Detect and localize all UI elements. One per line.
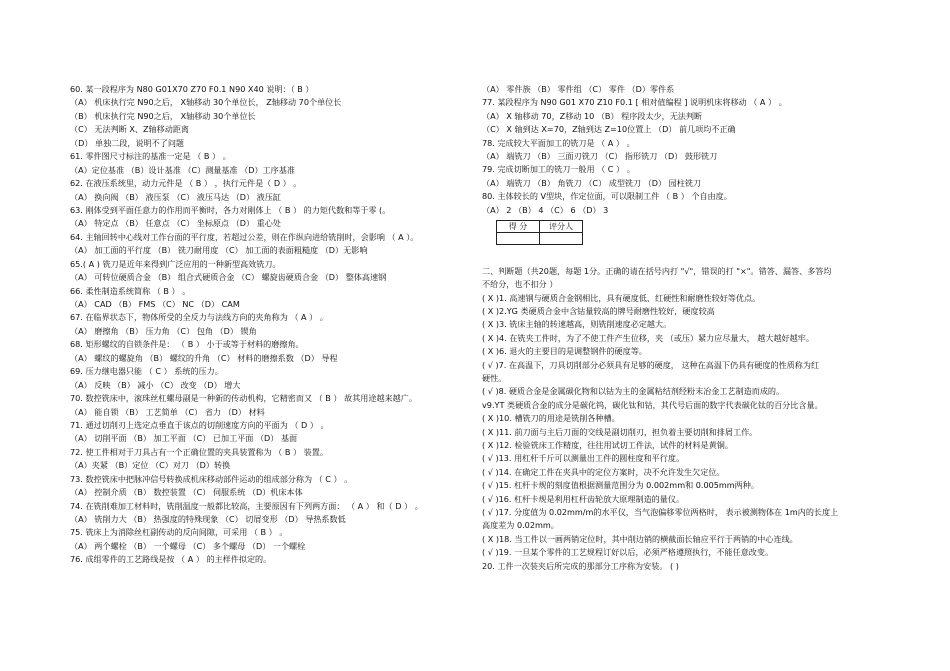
text-line: （A） 可转位硬质合金 （B） 组合式硬质合金 （C） 螺旋齿硬质合金 （D） 整体高速钢 [70, 272, 387, 283]
text-line: 75. 铣床上为消除丝杠副传动的反向间隙，可采用 （ B ） 。 [70, 527, 288, 538]
text-line: （C） X 轴到达 X=70，Z轴到达 Z=10位置上 （D） 前几项均不正确 [482, 124, 736, 135]
text-line: 73. 数控铣床中把脉冲信号转换成机床移动部件运动的组成部分称为 （ C ） 。 [70, 473, 353, 484]
text-line: 80. 主体较长的 V型块，作定位面，可以限制工件 （ B ） 个自由度。 [482, 191, 732, 202]
text-line: （B） 机床执行完 N90之后， X轴移动 30个单位长 [70, 110, 256, 121]
text-line: ( √ )7. 在高温下，刀具切削部分必须具有足够的硬度， 这种在高温下仍具有硬度的性质称为红 [482, 359, 820, 370]
text-line: 64. 主轴回转中心线对工作台面的平行度，若超过公差，则在作纵向进给铣削时，会影响 （ A ）。 [70, 231, 419, 242]
text-line: （A） 机床执行完 N90之后， X轴移动 30个单位长， Z轴移动 70个单位长 [70, 97, 342, 108]
multiple-choice-continued [482, 83, 902, 217]
text-line: （A） CAD （B） FMS （C） NC （D） CAM [70, 299, 240, 309]
text-line: 71. 通过切削刃上选定点垂直于该点的切削速度方向的平面为 （ D ） 。 [70, 419, 329, 430]
section-gap [482, 245, 902, 265]
text-line: （A） 零件族 （B） 零件组 （C） 零件 （D）零件系 [482, 84, 675, 94]
text-line: （C） 无法判断 X、Z轴移动距离 [70, 124, 190, 135]
text-line: ( √ )14. 在确定工件在夹具中的定位方案时，决不允许发生欠定位。 [482, 466, 725, 477]
text-line: 66. 柔性制造系统简称 （ B ） 。 [70, 285, 191, 296]
text-line: ( X )11. 前刀面与主后刀面的交线是副切削刃，担负着主要切削和排屑工作。 [482, 426, 758, 437]
text-line: （A） 控制介质 （B） 数控装置 （C） 伺服系统 （D）机床本体 [70, 487, 303, 498]
text-line: 79. 完成切断加工的铣刀一般用 （ C ） 。 [482, 164, 635, 175]
score-table [496, 220, 583, 245]
text-line: 76. 成组零件的工艺路线是按 （ A ） 的主样件拟定的。 [70, 554, 272, 565]
text-line: 61. 零件图尺寸标注的基准一定是 （ B ） 。 [70, 151, 231, 162]
text-line: ( X )12. 检验铣床工作精度，往往用试切工件法，试件的材料是黄铜。 [482, 439, 733, 450]
text-line: （A） 能自锁 （B） 工艺简单 （C） 省力 （D） 材料 [70, 406, 265, 417]
text-line: ( √ )15. 杠杆卡规的刻度值根据测量范围分为 0.002mm和 0.005mm两种。 [482, 480, 759, 491]
text-line: ( X )4. 在铣夹工件时，为了不使工件产生位移，夹 （或压）紧力应尽量大， 越大越好越牢。 [482, 332, 814, 343]
text-line: ( X )6. 退火的主要目的是调整钢件的硬度等。 [482, 346, 647, 357]
text-line: v9.YT 类硬质合金的成分是碳化钨，碳化钛和钴，其代号后面的数字代表碳化钛的百分比含量。 [482, 399, 823, 410]
text-line: （A） 反映 （B） 减小 （C） 改变 （D） 增大 [70, 379, 241, 390]
text-line: （A） 磨擦角 （B） 压力角 （C） 包角 （D） 锲角 [70, 325, 257, 336]
text-line: 72. 使工件相对于刀具占有一个正确位置的夹具装置称为 （ B ） 装置。 [70, 446, 328, 457]
text-line: 不给分，也不扣分 ） [482, 279, 558, 290]
text-line: （A） 特定点 （B） 任意点 （C） 坐标原点 （D） 重心处 [70, 218, 281, 229]
text-line: 70. 数控铣床中，滚珠丝杠螺母副是一种新的传动机构，它精密而又 （ B ） 故其用途越来越广。 [70, 393, 417, 404]
text-line: 63. 刚体受到平面任意力的作用而平衡时，各力对刚体上 （ B ） 的力矩代数和等于零 (。 [70, 204, 391, 215]
text-line: 62. 在液压系统里，动力元件是 （ B ） ，执行元件是（ D ） 。 [70, 178, 302, 189]
text-line: 77. 某段程序为 N90 G01 X70 Z10 F0.1 [ 相对值编程 ] 说明机床将移动 （ A ） 。 [482, 97, 787, 108]
text-line: ( √ )17. 分度值为 0.02mm/m的水平仪，当气泡偏移零位两格时， 表示被测物体在 1m内的长度上 [482, 506, 839, 517]
text-line: ( √ )8. 硬质合金是金属碳化物和以钴为主的金属粘结剂经粉末冶金工艺制造而成的。 [482, 386, 785, 397]
text-line: （A） 端铣刀 （B） 三面刃铣刀 （C） 指形铣刀 （D） 鼓形铣刀 [482, 150, 718, 161]
text-line: ( √ )13. 用杠杆千斤可以测量出工件的圆柱度和平行度。 [482, 453, 685, 464]
text-line: ( √ )16. 杠杆卡规是利用杠杆齿轮放大原理制造的量仪。 [482, 493, 685, 504]
text-line: ( X )2.YG 类硬质合金中含钴量较高的牌号耐磨性较好，硬度较高 [482, 306, 715, 317]
grader-cell [540, 232, 583, 244]
text-line: 69. 压力继电器只能 （ C ） 系统的压力。 [70, 366, 223, 377]
text-line: ( X )10. 槽铣刀的用途是铣削各种槽。 [482, 413, 620, 424]
left-column [70, 83, 470, 567]
text-line: 78. 完成较大平面加工的铣刀是 （ A ） 。 [482, 137, 635, 148]
text-line: ( X )18. 当工件以一画两销定位时，其中削边销的横截面长轴应平行于两销的中心连线。 [482, 533, 798, 544]
text-line: ( √ )19. 一旦某个零件的工艺规程订好以后，必须严格遵照执行，不能任意改变。 [482, 547, 774, 558]
text-line: （A） 两个螺栓 （B） 一个螺母 （C） 多个螺母 （D） 一个螺栓 [70, 540, 306, 551]
score-cell [497, 232, 540, 244]
text-line: 74. 在铣削难加工材料时，铣削温度一般都比较高，主要原因有下列两方面： （ A ） 和（ D ） 。 [70, 500, 423, 511]
right-column [482, 83, 902, 573]
text-line: 68. 矩形螺纹的自锁条件是： （ B ） 小于或等于材料的磨擦角。 [70, 339, 304, 350]
text-line: 二、判断题（共20题，每题 1分。正确的请在括号内打 "√"，错误的打 "×"。错答、漏答、多答均 [482, 265, 832, 276]
text-line: ( X )1. 高速钢与硬质合金钢相比，具有硬度低、红硬性和耐磨性较好等优点。 [482, 292, 761, 303]
text-line: （D） 单独二段，说明不了问题 [70, 137, 185, 148]
text-line: （A） 换向阀 （B） 液压泵 （C） 液压马达 （D） 液压缸 [70, 191, 281, 202]
text-line: 高度差为 0.02mm。 [482, 520, 559, 531]
text-line: 67. 在临界状态下，物体所受的全反力与法线方向的夹角称为 （ A ） 。 [70, 312, 328, 323]
text-line: （A） 切削平面 （B） 加工平面 （C） 已加工平面 （D） 基面 [70, 433, 298, 444]
text-line: ( X )3. 铣床主轴的转速越高，则铣削速度必定越大。 [482, 319, 672, 330]
text-line: （A） 2 （B） 4 （C） 6 （D） 3 [482, 204, 609, 215]
text-line: 硬性。 [482, 373, 507, 384]
text-line: （A） X 轴移动 70，Z移动 10 （B） 程序段太少，无法判断 [482, 110, 703, 121]
text-line: 20. 工件一次装夹后所完成的那部分工序称为安装。 ( ) [482, 560, 679, 571]
text-line: （A） 端铣刀 （B） 角铣刀 （C） 成型铣刀 （D） 园柱铣刀 [482, 177, 702, 188]
score-label: 得 分 [497, 220, 540, 232]
grader-label: 评分人 [540, 220, 583, 232]
text-line: 65.( A ) 铣刀是近年来得到广泛应用的一种新型高效铣刀。 [70, 258, 281, 269]
true-false-section [482, 265, 902, 573]
text-line: （A） 螺纹的螺旋角 （B） 螺纹的升角 （C） 材料的磨擦系数 （D） 导程 [70, 352, 338, 363]
text-line: （A）定位基准 （B）设计基准 （C）测量基准 （D）工序基准 [70, 164, 295, 175]
text-line: （A）夹紧 （B）定位 （C）对刀 （D）转换 [70, 460, 231, 471]
text-line: （A） 加工面的平行度 （B） 铣刀耐用度 （C） 加工面的表面粗糙度 （D）无影响 [70, 245, 368, 256]
text-line: 60. 某一段程序为 N80 G01X70 Z70 F0.1 N90 X40 说明：（ B ） [70, 84, 314, 94]
text-line: （A） 铣削力大 （B） 热强度的特殊现象 （C） 切屑变形 （D） 导热系数低 [70, 514, 346, 524]
